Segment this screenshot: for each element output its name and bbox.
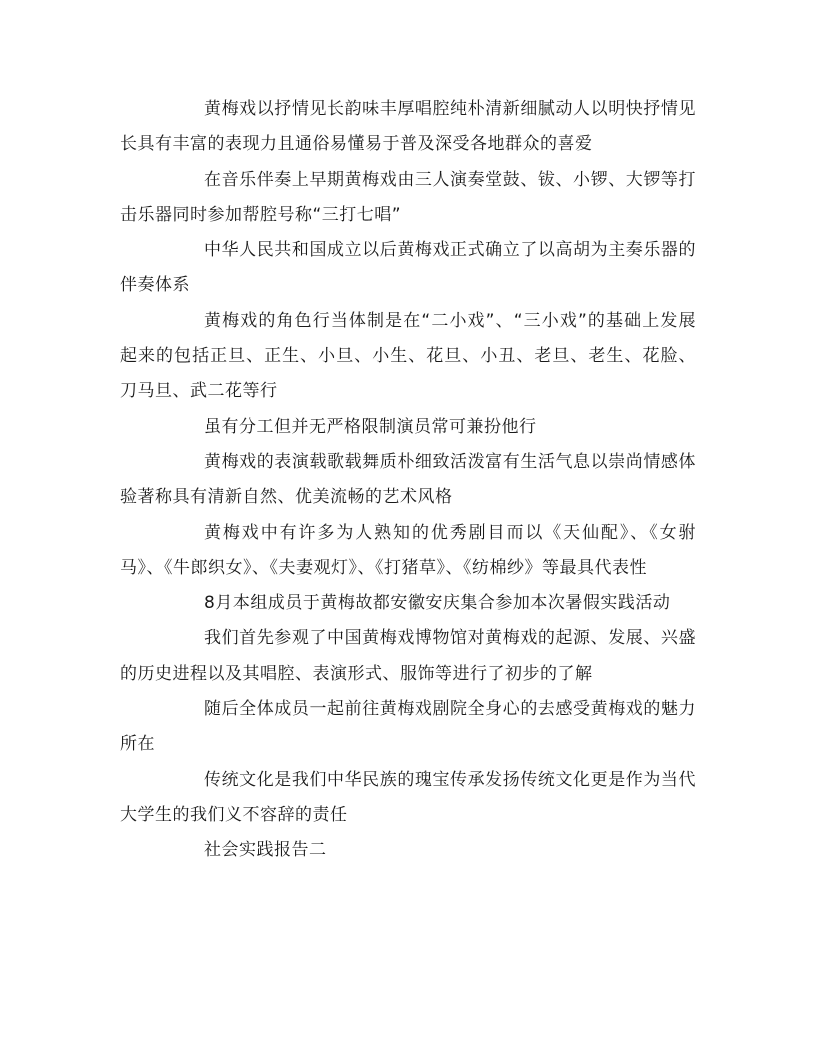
- paragraph: 黄梅戏的角色行当体制是在“二小戏”、“三小戏”的基础上发展起来的包括正旦、正生、小旦、小生、花旦、小丑、老旦、老生、花脸、刀马旦、武二花等行: [120, 310, 696, 402]
- paragraph: 8月本组成员于黄梅故都安徽安庆集合参加本次暑假实践活动: [204, 593, 671, 614]
- section-heading: 社会实践报告二: [204, 840, 327, 861]
- document-body: [120, 92, 696, 869]
- paragraph: 我们首先参观了中国黄梅戏博物馆对黄梅戏的起源、发展、兴盛的历史进程以及其唱腔、表演形式、服饰等进行了初步的了解: [120, 628, 696, 684]
- paragraph: 虽有分工但并无严格限制演员常可兼扮他行: [204, 416, 537, 437]
- paragraph: 黄梅戏的表演载歌载舞质朴细致活泼富有生活气息以崇尚情感体验著称具有清新自然、优美流畅的艺术风格: [120, 451, 696, 508]
- paragraph: 随后全体成员一起前往黄梅戏剧院全身心的去感受黄梅戏的魅力所在: [120, 699, 696, 755]
- paragraph: 中华人民共和国成立以后黄梅戏正式确立了以高胡为主奏乐器的伴奏体系: [120, 240, 696, 296]
- paragraph: 黄梅戏中有许多为人熟知的优秀剧目而以《天仙配》、《女驸马》、《牛郎织女》、《夫妻观灯》、《打猪草》、《纺棉纱》等最具代表性: [120, 522, 696, 578]
- paragraph: 传统文化是我们中华民族的瑰宝传承发扬传统文化更是作为当代大学生的我们义不容辞的责任: [120, 769, 696, 825]
- paragraph: 黄梅戏以抒情见长韵味丰厚唱腔纯朴清新细腻动人以明快抒情见长具有丰富的表现力且通俗易懂易于普及深受各地群众的喜爱: [120, 99, 696, 155]
- paragraph: 在音乐伴奏上早期黄梅戏由三人演奏堂鼓、钹、小锣、大锣等打击乐器同时参加帮腔号称“三打七唱”: [120, 169, 696, 225]
